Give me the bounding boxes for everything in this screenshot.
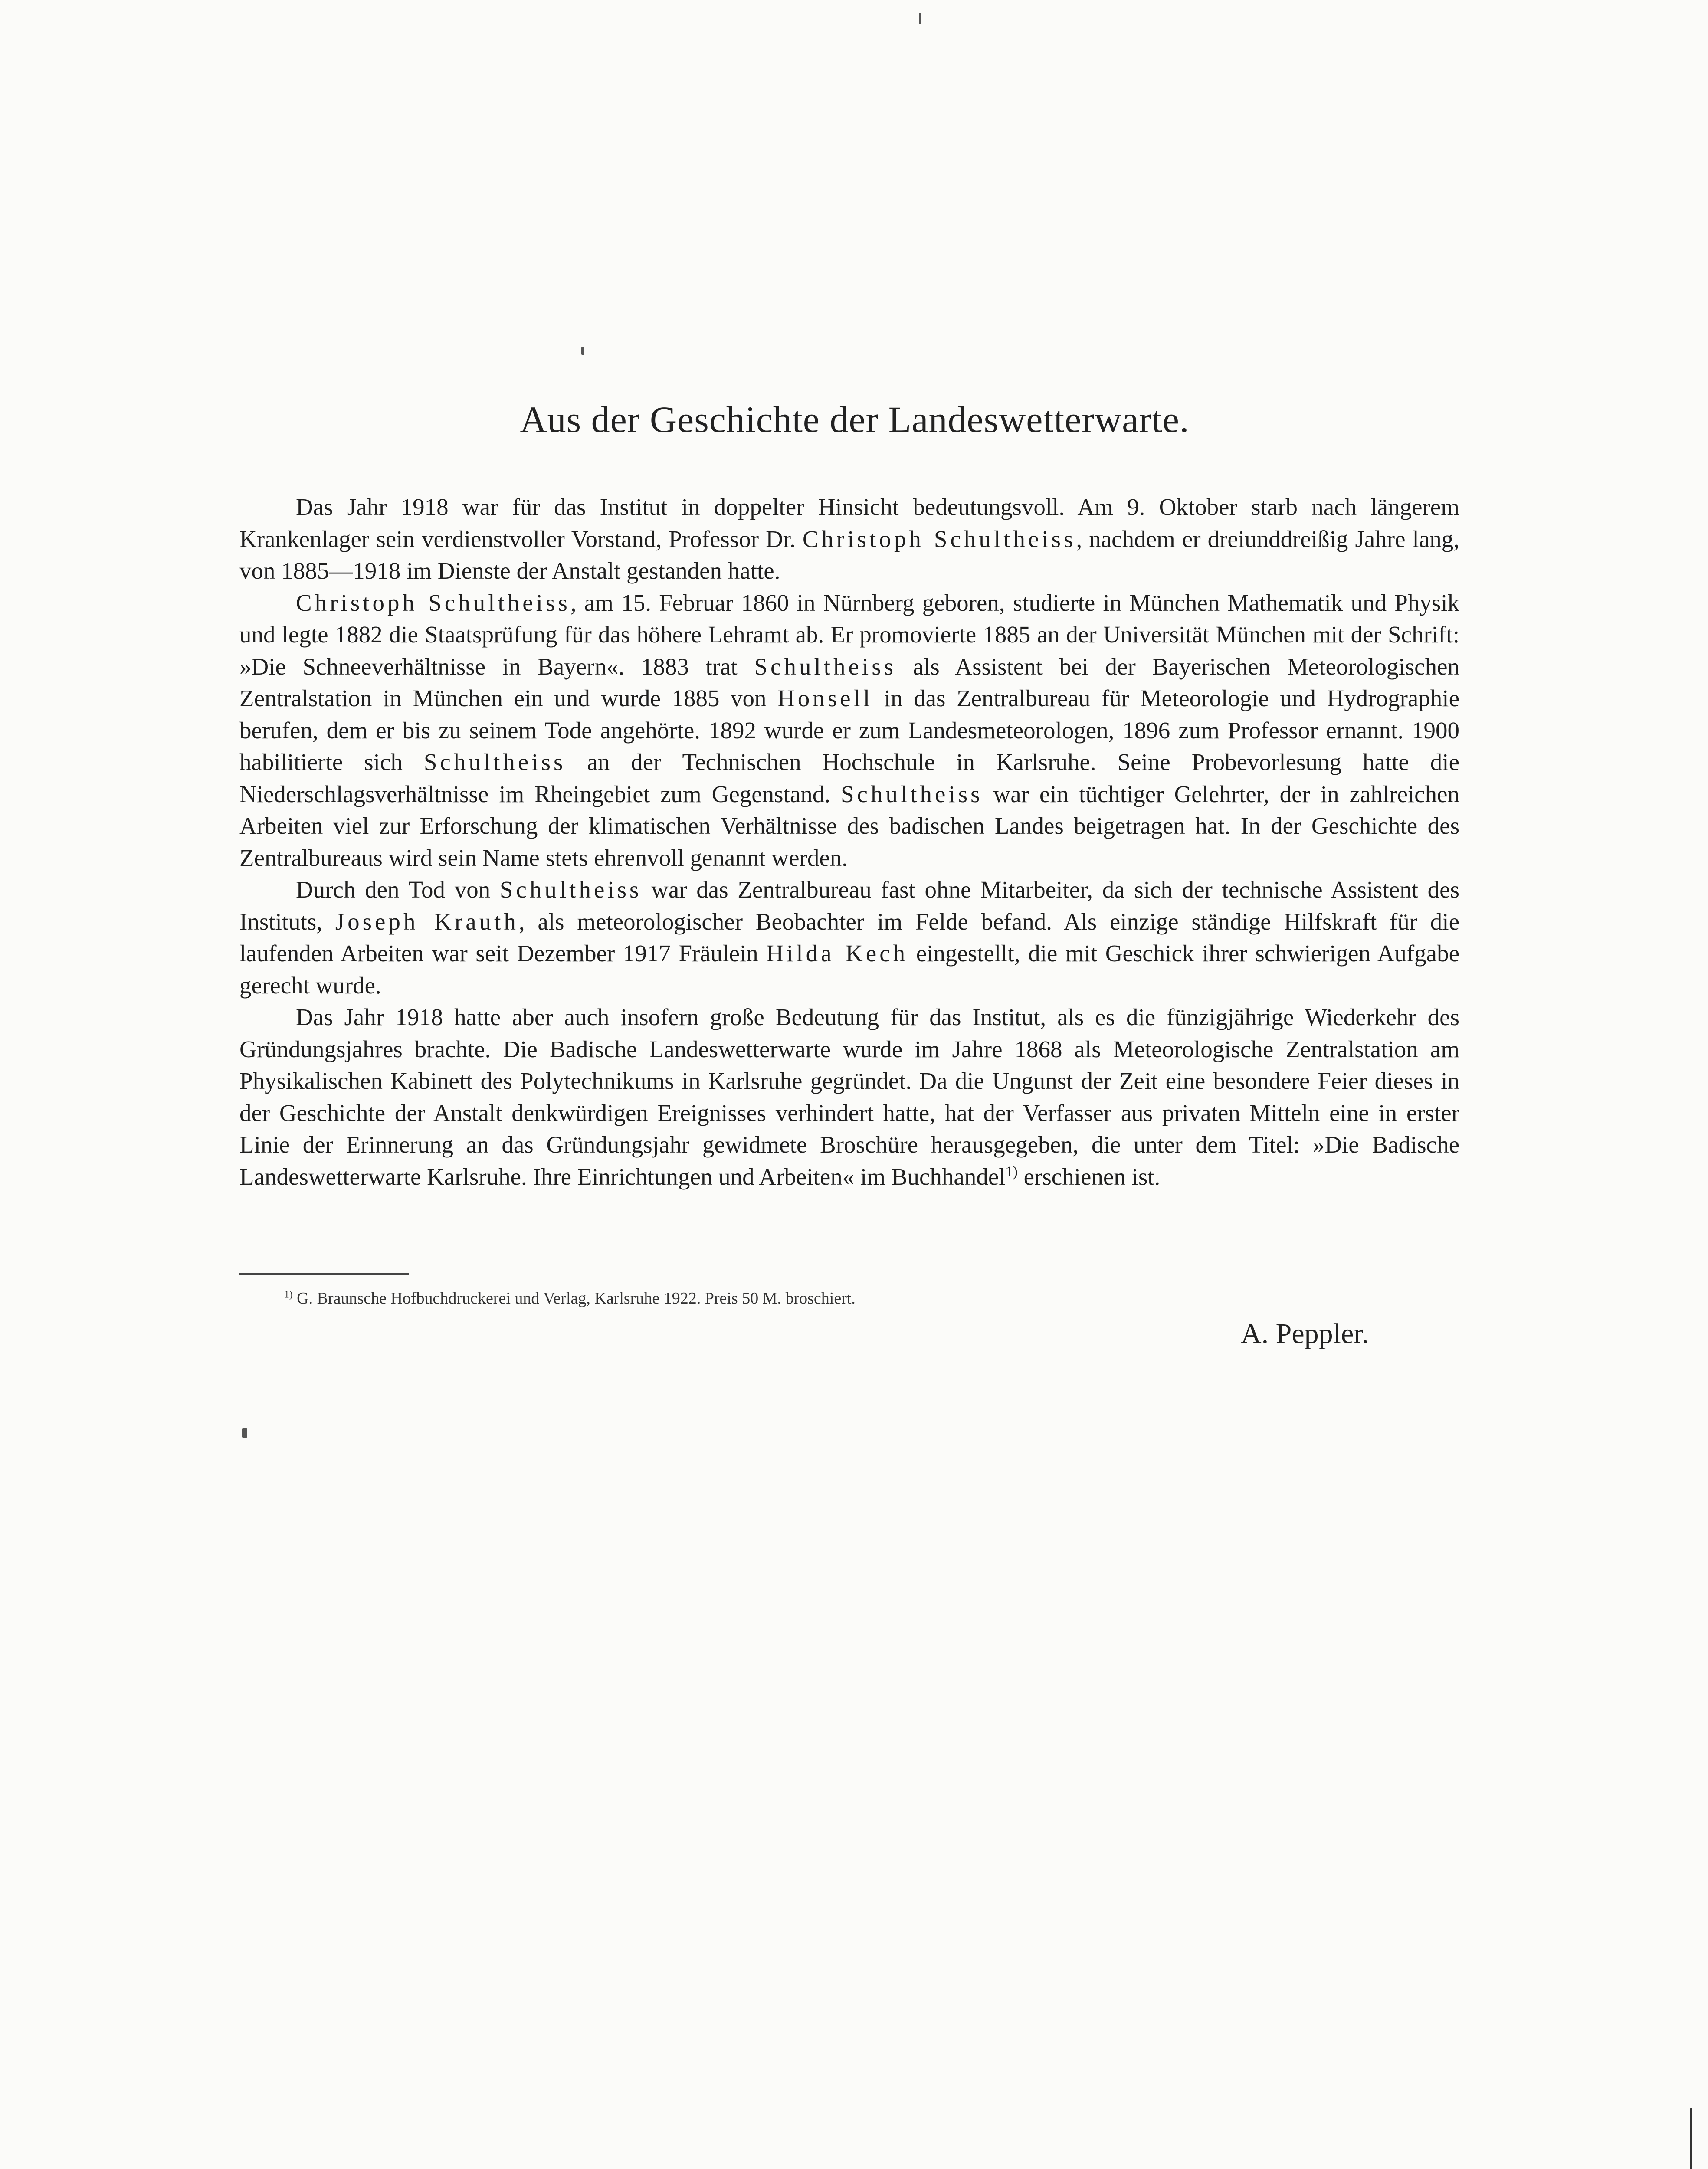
footnote-divider: [239, 1273, 409, 1275]
footnote: [284, 1288, 1282, 1309]
paragraph-1: [239, 491, 1459, 587]
p4-text-b: erschienen ist.: [1017, 1163, 1161, 1190]
p1-text-b: , nachdem er dreiunddreißig Jahre lang, von 1885—1918 im Dienste der Anstalt gestanden hatte.: [239, 525, 1459, 584]
article-title: Aus der Geschichte der Landeswetterwarte.: [520, 399, 1190, 440]
p3-text-c: , als meteorologischer Beobachter im Felde befand. Als einzige ständige Hilfskraft für die laufenden Arbeiten war seit Dezember 1917 Fräulein: [239, 908, 1460, 967]
p1-text-a: Das Jahr 1918 war für das Institut in doppelter Hinsicht bedeutungsvoll. Am 9. Oktober starb nach längerem Krankenlager sein verdienstvoller Vorstand, Professor Dr.: [239, 494, 1459, 552]
scan-edge-mark: [1690, 2108, 1692, 2169]
p2-text-d: an der Technischen Hochschule in Karlsruhe. Seine Probevorlesung hatte die Niederschlagsverhältnisse im Rheingebiet zum Gegenstand.: [239, 749, 1459, 807]
p3-text-b: war das Zentralbureau fast ohne Mitarbeiter, da sich der technische Assistent des Instituts,: [239, 876, 1459, 935]
person-name: Schultheiss: [840, 780, 983, 807]
paragraph-4: [239, 1001, 1459, 1193]
p2-text-a: , am 15. Februar 1860 in Nürnberg geboren, studierte in München Mathematik und Physik und legte 1882 die Staatsprüfung für das höhere Lehramt ab. Er promovierte 1885 an der Universität München mit der Schrift: »Die Schneeverhältnisse in Bayern«. 1883 trat: [239, 589, 1460, 680]
p3-text-a: Durch den Tod von: [296, 876, 500, 903]
p2-text-c: in das Zentralbureau für Meteorologie und Hydrographie berufen, dem er bis zu seinem Tode angehörte. 1892 wurde er zum Landesmeteorologen, 1896 zum Professor ernannt. 1900 habilitierte sich: [239, 685, 1459, 775]
person-name: Schultheiss: [499, 876, 642, 903]
person-name: Schultheiss: [754, 653, 897, 680]
scan-speck: [242, 1428, 247, 1438]
person-name: Hilda Kech: [766, 940, 908, 967]
person-name: Schultheiss: [423, 749, 566, 775]
author-signature: A. Peppler.: [1241, 1318, 1369, 1350]
scan-speck: [581, 347, 584, 355]
footnote-mark: 1): [284, 1289, 293, 1301]
p2-text-e: war ein tüchtiger Gelehrter, der in zahlreichen Arbeiten viel zur Erforschung der klimatischen Verhältnisse des badischen Landes beigetragen hat. In der Geschichte des Zentralbureaus wird sein Name stets ehrenvoll genannt werden.: [239, 780, 1459, 871]
footnote-reference: 1): [1005, 1163, 1018, 1180]
p2-text-b: als Assistent bei der Bayerischen Meteorologischen Zentralstation in München ein und wurde 1885 von: [239, 653, 1459, 711]
person-name: Christoph Schultheiss: [296, 589, 570, 616]
person-name: Joseph Krauth: [335, 908, 519, 935]
p4-text-a: Das Jahr 1918 hatte aber auch insofern große Bedeutung für das Institut, als es die fünzigjährige Wiederkehr des Gründungsjahres brachte. Die Badische Landeswetterwarte wurde im Jahre 1868 als Meteorologische Zentralstation am Physikalischen Kabinett des Polytechnikums in Karlsruhe gegründet. Da die Ungunst der Zeit eine besondere Feier dieses in der Geschichte der Anstalt denkwürdigen Ereignisses verhindert hatte, hat der Verfasser aus privaten Mitteln eine in erster Linie der Erinnerung an das Gründungsjahr gewidmete Broschüre herausgegeben, die unter dem Titel: »Die Badische Landeswetterwarte Karlsruhe. Ihre Einrichtungen und Arbeiten« im Buchhandel: [239, 1004, 1459, 1190]
person-name: Honsell: [777, 685, 873, 711]
person-name: Christoph Schultheiss: [802, 525, 1076, 552]
p3-text-d: eingestellt, die mit Geschick ihrer schwierigen Aufgabe gerecht wurde.: [239, 940, 1459, 999]
scan-speck: [919, 13, 921, 24]
paragraph-2: [239, 587, 1459, 874]
footnote-text: G. Braunsche Hofbuchdruckerei und Verlag, Karlsruhe 1922. Preis 50 M. broschiert.: [292, 1289, 856, 1307]
paragraph-3: [239, 874, 1459, 1001]
article-body: [239, 491, 1459, 1193]
